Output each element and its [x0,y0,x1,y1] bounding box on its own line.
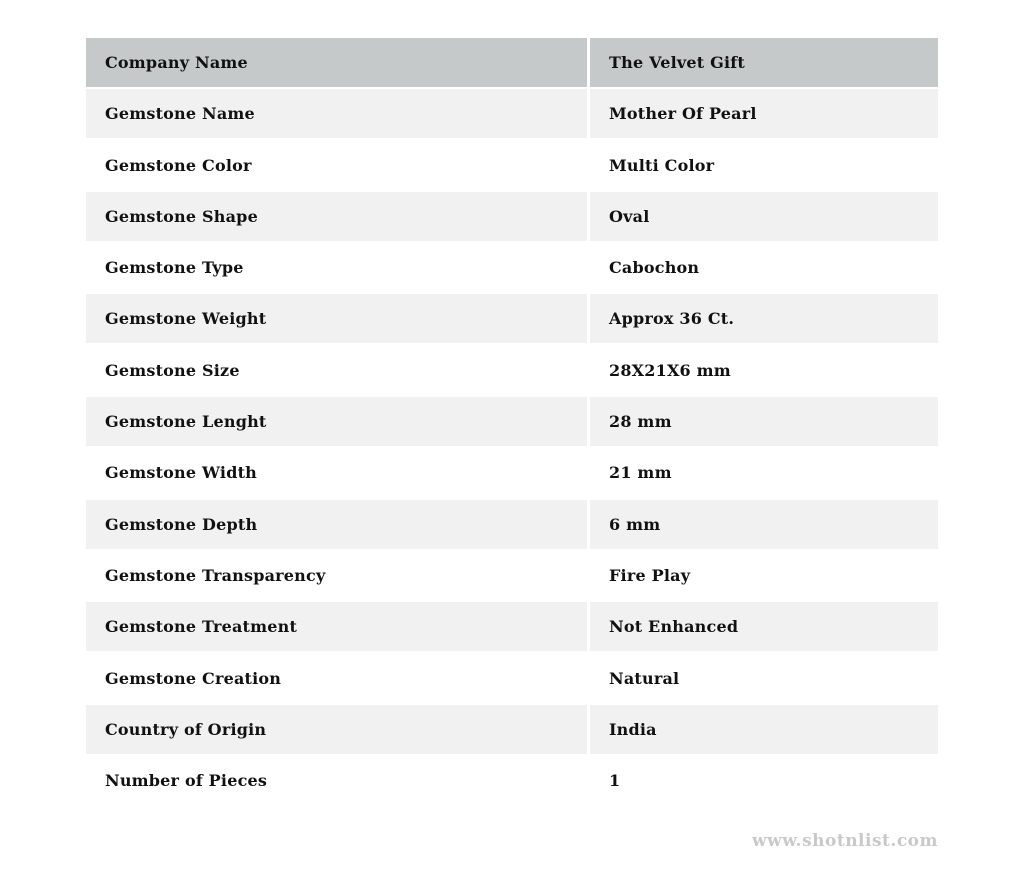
row-label: Gemstone Treatment [86,602,587,651]
row-label: Gemstone Transparency [86,551,587,600]
table-header-row [86,38,938,87]
row-value: 28 mm [590,397,938,446]
table-row [86,346,938,395]
row-value: Cabochon [590,243,938,292]
row-label: Gemstone Depth [86,500,587,549]
row-label: Gemstone Size [86,346,587,395]
header-value-cell: The Velvet Gift [590,38,938,87]
row-label: Gemstone Creation [86,654,587,703]
row-label: Gemstone Weight [86,294,587,343]
row-value: 1 [590,756,938,805]
row-value: 21 mm [590,448,938,497]
table-row [86,397,938,446]
row-label: Country of Origin [86,705,587,754]
table-row [86,192,938,241]
row-label: Gemstone Name [86,89,587,138]
table-row [86,448,938,497]
table-row [86,602,938,651]
table-row [86,654,938,703]
header-label-cell: Company Name [86,38,587,87]
row-label: Number of Pieces [86,756,587,805]
table-row [86,500,938,549]
row-label: Gemstone Color [86,141,587,190]
table-row [86,756,938,805]
table-row [86,551,938,600]
table-row [86,705,938,754]
row-value: Oval [590,192,938,241]
watermark-text: www.shotnlist.com [751,831,938,851]
row-value: Mother Of Pearl [590,89,938,138]
row-value: 6 mm [590,500,938,549]
row-value: Approx 36 Ct. [590,294,938,343]
row-label: Gemstone Type [86,243,587,292]
row-value: Fire Play [590,551,938,600]
table-row [86,243,938,292]
row-value: India [590,705,938,754]
table-row [86,294,938,343]
row-label: Gemstone Shape [86,192,587,241]
row-label: Gemstone Lenght [86,397,587,446]
row-value: Not Enhanced [590,602,938,651]
row-value: Multi Color [590,141,938,190]
row-value: Natural [590,654,938,703]
spec-table [86,38,938,807]
table-row [86,89,938,138]
row-label: Gemstone Width [86,448,587,497]
table-row [86,141,938,190]
row-value: 28X21X6 mm [590,346,938,395]
